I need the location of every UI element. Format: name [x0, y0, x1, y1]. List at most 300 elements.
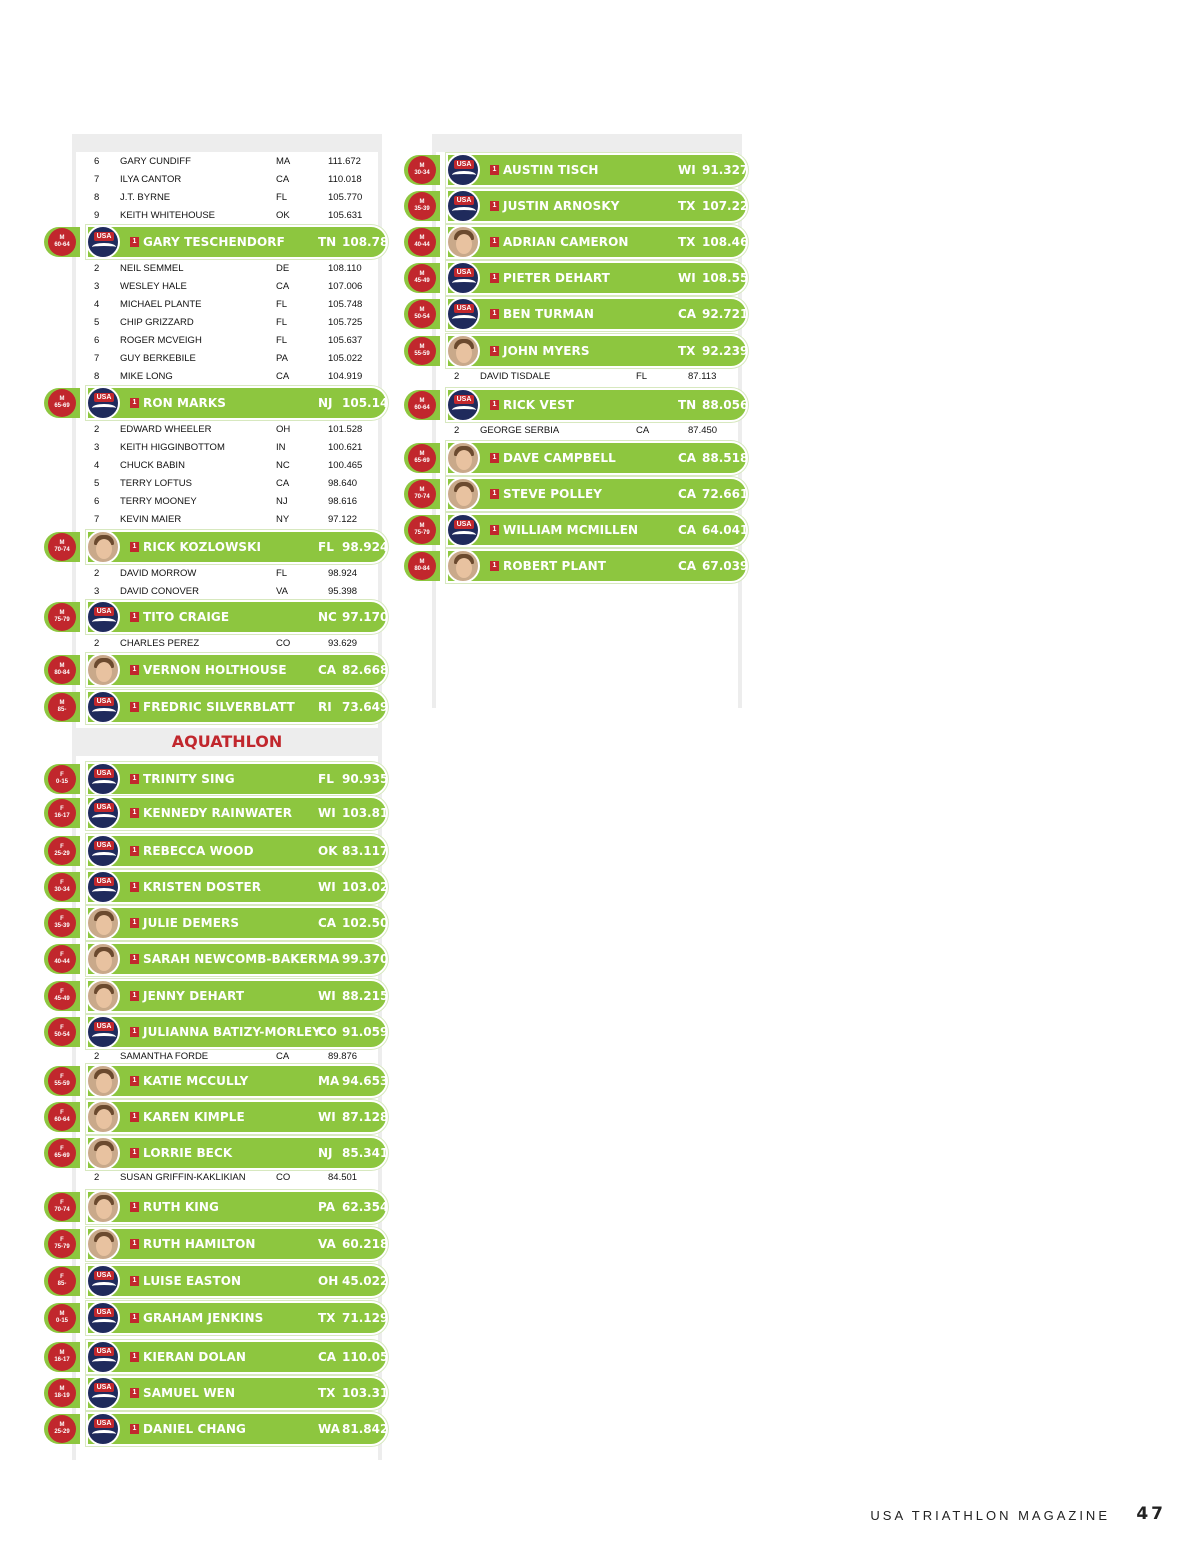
age-group-gender: M [419, 398, 425, 404]
result-row [42, 314, 388, 332]
winner-name: JULIANNA BATIZY-MORLEY [143, 1025, 322, 1039]
athlete-photo [86, 1227, 120, 1261]
age-group-label [48, 765, 76, 793]
age-group-label [408, 300, 436, 328]
age-group-range: 50-54 [54, 1032, 70, 1038]
winner-score: 72.661 [702, 487, 749, 501]
winner-state: MA [318, 952, 340, 966]
place-badge: 1 [130, 1027, 139, 1037]
result-state: FL [276, 317, 288, 328]
result-state: OH [276, 424, 291, 435]
result-score: 111.672 [328, 156, 361, 167]
place-badge: 1 [130, 808, 139, 818]
result-row [42, 457, 388, 475]
logo-swoosh-icon [92, 243, 116, 251]
winner-score: 105.147 [342, 396, 397, 410]
place-badge: 1 [130, 398, 139, 408]
result-place: 2 [94, 568, 100, 579]
logo-text: USA [94, 841, 114, 850]
result-name: MICHAEL PLANTE [120, 299, 202, 310]
age-group-gender: F [60, 1146, 64, 1152]
winner-score: 73.649 [342, 700, 389, 714]
winner-state: CO [318, 1025, 338, 1039]
place-badge: 1 [130, 846, 139, 856]
place-badge: 1 [130, 774, 139, 784]
winner-row [42, 1340, 397, 1374]
age-group-range: 0-15 [55, 779, 68, 785]
result-place: 2 [94, 424, 100, 435]
winner-row [402, 441, 748, 475]
age-group-range: 50-54 [414, 314, 430, 320]
age-group-range: 40-44 [54, 959, 70, 965]
usa-triathlon-logo-icon [86, 386, 120, 420]
place-badge: 1 [130, 665, 139, 675]
age-group-label [48, 1415, 76, 1443]
result-score: 104.919 [328, 371, 363, 382]
result-row [42, 260, 388, 278]
winner-name: KRISTEN DOSTER [143, 880, 262, 894]
age-group-label [408, 552, 436, 580]
result-state: NC [276, 460, 290, 471]
face-shape [456, 343, 472, 363]
usa-triathlon-logo-icon [446, 189, 480, 223]
winner-score: 103.312 [342, 1386, 397, 1400]
result-row [42, 439, 388, 457]
place-badge: 1 [490, 165, 499, 175]
age-group-range: 25-29 [54, 851, 70, 857]
athlete-photo [86, 530, 120, 564]
age-group-label [48, 909, 76, 937]
result-score: 95.398 [328, 586, 358, 597]
result-score: 108.110 [328, 263, 362, 274]
age-group-range: 65-69 [54, 403, 70, 409]
result-state: MA [276, 156, 291, 167]
age-group-gender: M [59, 700, 65, 706]
place-badge: 1 [130, 1388, 139, 1398]
age-group-label [48, 389, 76, 417]
winner-row [42, 870, 397, 904]
result-place: 2 [94, 1051, 100, 1062]
age-group-gender: M [59, 1350, 65, 1356]
age-group-range: 40-44 [414, 242, 430, 248]
result-score: 101.528 [328, 424, 363, 435]
winner-score: 108.467 [702, 235, 757, 249]
usa-triathlon-logo-icon [446, 153, 480, 187]
age-group-gender: F [60, 1074, 64, 1080]
winner-score: 71.129 [342, 1311, 389, 1325]
result-state: CA [276, 478, 290, 489]
face-shape [96, 1236, 112, 1256]
age-group-range: 55-59 [54, 1081, 70, 1087]
place-badge: 1 [490, 453, 499, 463]
winner-name: KAREN KIMPLE [143, 1110, 245, 1124]
winner-row [42, 762, 388, 796]
winner-score: 97.170 [342, 610, 389, 624]
winner-score: 83.117 [342, 844, 389, 858]
result-name: WESLEY HALE [120, 281, 187, 292]
athlete-photo [86, 942, 120, 976]
logo-text: USA [94, 1383, 114, 1392]
usa-triathlon-logo-icon [86, 1376, 120, 1410]
place-badge: 1 [490, 273, 499, 283]
winner-row [42, 386, 397, 420]
age-group-gender: M [419, 559, 425, 565]
result-state: NY [276, 514, 290, 525]
place-badge: 1 [130, 954, 139, 964]
winner-row [402, 513, 748, 547]
place-badge: 1 [130, 1313, 139, 1323]
logo-swoosh-icon [92, 1358, 116, 1366]
result-score: 98.924 [328, 568, 358, 579]
age-group-gender: M [419, 451, 425, 457]
age-group-range: 25-29 [54, 1429, 70, 1435]
winner-row [402, 334, 748, 368]
winner-state: WI [318, 880, 336, 894]
usa-triathlon-logo-icon [86, 600, 120, 634]
logo-swoosh-icon [452, 279, 476, 287]
usa-triathlon-logo-icon [86, 834, 120, 868]
age-group-range: 70-74 [54, 547, 70, 553]
winner-row [42, 1064, 388, 1098]
result-row [42, 635, 388, 653]
result-row [42, 296, 388, 314]
age-group-label [48, 1304, 76, 1332]
winner-row [42, 1301, 388, 1335]
winner-state: OK [318, 844, 338, 858]
winner-score: 81.842 [342, 1422, 389, 1436]
winner-state: FL [318, 772, 334, 786]
result-state: FL [276, 335, 288, 346]
winner-state: TN [678, 398, 697, 412]
age-group-gender: M [59, 540, 65, 546]
age-group-range: 45-49 [54, 996, 70, 1002]
age-group-gender: F [60, 806, 64, 812]
place-badge: 1 [130, 882, 139, 892]
result-score: 105.637 [328, 335, 363, 346]
usa-triathlon-logo-icon [446, 388, 480, 422]
winner-name: LORRIE BECK [143, 1146, 233, 1160]
age-group-range: 16-17 [54, 1357, 70, 1363]
place-badge: 1 [130, 702, 139, 712]
logo-text: USA [94, 607, 114, 616]
age-group-gender: F [60, 844, 64, 850]
winner-name: RICK VEST [503, 398, 575, 412]
face-shape [456, 450, 472, 470]
result-state: PA [276, 353, 288, 364]
result-score: 84.501 [328, 1172, 358, 1183]
age-group-label [48, 1379, 76, 1407]
face-shape [456, 486, 472, 506]
result-place: 3 [94, 442, 100, 453]
face-shape [96, 915, 112, 935]
age-group-gender: F [60, 1274, 64, 1280]
athlete-photo [446, 477, 480, 511]
result-name: ROGER MCVEIGH [120, 335, 202, 346]
winner-row [42, 653, 388, 687]
page-number: 47 [1136, 1504, 1166, 1524]
age-group-gender: M [59, 610, 65, 616]
result-score: 87.113 [688, 371, 717, 382]
age-group-range: 65-69 [414, 458, 430, 464]
usa-triathlon-logo-icon [86, 690, 120, 724]
winner-state: OH [318, 1274, 339, 1288]
age-group-gender: F [60, 916, 64, 922]
result-place: 2 [454, 371, 460, 382]
winner-state: FL [318, 540, 334, 554]
place-badge: 1 [490, 201, 499, 211]
age-group-range: 65-69 [54, 1153, 70, 1159]
result-name: CHARLES PEREZ [120, 638, 200, 649]
usa-triathlon-logo-icon [446, 261, 480, 295]
result-place: 4 [94, 460, 100, 471]
age-group-gender: M [419, 199, 425, 205]
winner-state: NJ [318, 1146, 333, 1160]
place-badge: 1 [490, 525, 499, 535]
winner-row [42, 1100, 388, 1134]
result-state: FL [276, 299, 288, 310]
winner-state: WA [318, 1422, 340, 1436]
winner-state: WI [678, 271, 696, 285]
result-place: 7 [94, 514, 100, 525]
result-state: NJ [276, 496, 288, 507]
age-group-label [48, 533, 76, 561]
result-state: OK [276, 210, 290, 221]
result-name: DAVID MORROW [120, 568, 197, 579]
athlete-photo [86, 1064, 120, 1098]
winner-row [42, 600, 388, 634]
age-group-label [48, 1343, 76, 1371]
right-results-column [402, 0, 757, 1556]
usa-triathlon-logo-icon [86, 225, 120, 259]
logo-text: USA [94, 1419, 114, 1428]
usa-triathlon-logo-icon [86, 796, 120, 830]
result-name: KEITH HIGGINBOTTOM [120, 442, 225, 453]
logo-text: USA [94, 1271, 114, 1280]
winner-score: 91.327 [702, 163, 749, 177]
result-state: DE [276, 263, 290, 274]
logo-swoosh-icon [92, 780, 116, 788]
age-group-range: 16-17 [54, 813, 70, 819]
winner-name: SARAH NEWCOMB-BAKER [143, 952, 318, 966]
result-name: GUY BERKEBILE [120, 353, 196, 364]
logo-swoosh-icon [92, 1319, 116, 1327]
logo-swoosh-icon [452, 406, 476, 414]
winner-name: RON MARKS [143, 396, 226, 410]
winner-state: TX [318, 1311, 336, 1325]
winner-state: CA [678, 559, 697, 573]
winner-name: VERNON HOLTHOUSE [143, 663, 287, 677]
age-group-range: 80-84 [414, 566, 430, 572]
winner-row [42, 1015, 388, 1049]
result-state: IN [276, 442, 286, 453]
winner-state: PA [318, 1200, 335, 1214]
winner-row [42, 1412, 388, 1446]
usa-triathlon-logo-icon [446, 513, 480, 547]
place-badge: 1 [130, 1202, 139, 1212]
winner-row [402, 225, 757, 259]
winner-name: KENNEDY RAINWATER [143, 806, 293, 820]
result-row [42, 511, 388, 529]
face-shape [456, 234, 472, 254]
winner-row [402, 297, 748, 331]
winner-score: 94.653 [342, 1074, 389, 1088]
result-row [42, 1169, 388, 1187]
age-group-range: 60-64 [414, 405, 430, 411]
result-name: KEITH WHITEHOUSE [120, 210, 216, 221]
winner-name: TRINITY SING [143, 772, 235, 786]
winner-state: CA [318, 663, 337, 677]
result-score: 100.465 [328, 460, 363, 471]
winner-score: 87.128 [342, 1110, 389, 1124]
left-results-column [42, 0, 397, 1556]
magazine-name: USA TRIATHLON MAGAZINE [870, 1508, 1110, 1523]
age-group-gender: M [59, 396, 65, 402]
usa-triathlon-logo-icon [86, 1301, 120, 1335]
age-group-range: 55-59 [414, 351, 430, 357]
athlete-photo [86, 653, 120, 687]
result-row [42, 368, 388, 386]
logo-text: USA [94, 803, 114, 812]
result-place: 8 [94, 371, 100, 382]
place-badge: 1 [490, 400, 499, 410]
winner-state: NC [318, 610, 337, 624]
winner-state: CA [678, 523, 697, 537]
result-state: CO [276, 638, 291, 649]
winner-name: JENNY DEHART [143, 989, 245, 1003]
logo-text: USA [94, 393, 114, 402]
age-group-gender: M [419, 163, 425, 169]
age-group-label [48, 656, 76, 684]
age-group-range: 30-34 [414, 170, 430, 176]
winner-state: VA [318, 1237, 336, 1251]
result-name: SUSAN GRIFFIN-KAKLIKIAN [120, 1172, 246, 1183]
age-group-range: 75-79 [414, 530, 430, 536]
usa-triathlon-logo-icon [86, 870, 120, 904]
logo-text: USA [94, 697, 114, 706]
place-badge: 1 [130, 237, 139, 247]
result-place: 2 [454, 425, 460, 436]
winner-score: 88.215 [342, 989, 389, 1003]
place-badge: 1 [130, 612, 139, 622]
result-row [42, 475, 388, 493]
winner-state: TX [678, 235, 696, 249]
result-state: CA [276, 1051, 290, 1062]
result-row [42, 350, 388, 368]
place-badge: 1 [130, 1112, 139, 1122]
winner-row [42, 1376, 397, 1410]
face-shape [96, 951, 112, 971]
winner-row [42, 1190, 388, 1224]
athlete-photo [86, 1190, 120, 1224]
age-group-label [48, 1267, 76, 1295]
result-place: 2 [94, 263, 100, 274]
winner-score: 103.815 [342, 806, 397, 820]
winner-row [42, 834, 388, 868]
winner-row [402, 153, 748, 187]
age-group-label [408, 516, 436, 544]
result-row [42, 278, 388, 296]
winner-score: 88.056 [702, 398, 749, 412]
age-group-range: 45-49 [414, 278, 430, 284]
winner-score: 98.924 [342, 540, 389, 554]
result-row [42, 583, 388, 601]
winner-name: SAMUEL WEN [143, 1386, 236, 1400]
age-group-gender: F [60, 880, 64, 886]
result-place: 4 [94, 299, 100, 310]
result-name: TERRY MOONEY [120, 496, 197, 507]
result-place: 7 [94, 174, 100, 185]
result-name: DAVID CONOVER [120, 586, 200, 597]
age-group-gender: M [419, 487, 425, 493]
result-state: FL [636, 371, 648, 382]
result-state: CO [276, 1172, 291, 1183]
logo-text: USA [94, 232, 114, 241]
logo-text: USA [454, 268, 474, 277]
winner-row [42, 1227, 388, 1261]
age-group-label [48, 603, 76, 631]
place-badge: 1 [490, 309, 499, 319]
result-place: 6 [94, 496, 100, 507]
usa-triathlon-logo-icon [86, 1015, 120, 1049]
result-name: DAVID TISDALE [480, 371, 551, 382]
winner-name: BEN TURMAN [503, 307, 595, 321]
age-group-label [48, 1139, 76, 1167]
place-badge: 1 [130, 991, 139, 1001]
winner-row [402, 261, 757, 295]
age-group-label [48, 1067, 76, 1095]
result-score: 110.018 [328, 174, 362, 185]
face-shape [96, 1199, 112, 1219]
logo-swoosh-icon [92, 1394, 116, 1402]
result-place: 6 [94, 156, 100, 167]
age-group-gender: F [60, 952, 64, 958]
winner-score: 90.935 [342, 772, 389, 786]
place-badge: 1 [130, 1148, 139, 1158]
age-group-label [48, 873, 76, 901]
winner-name: JULIE DEMERS [143, 916, 240, 930]
logo-swoosh-icon [452, 531, 476, 539]
winner-row [42, 1136, 388, 1170]
age-group-label [48, 799, 76, 827]
age-group-label [48, 1230, 76, 1258]
result-name: GARY CUNDIFF [120, 156, 191, 167]
result-score: 105.631 [328, 210, 363, 221]
winner-state: MA [318, 1074, 340, 1088]
winner-score: 108.783 [342, 235, 397, 249]
place-badge: 1 [130, 1276, 139, 1286]
winner-state: WI [318, 1110, 336, 1124]
result-name: CHIP GRIZZARD [120, 317, 194, 328]
place-badge: 1 [490, 561, 499, 571]
logo-text: USA [94, 877, 114, 886]
usa-triathlon-logo-icon [86, 1412, 120, 1446]
age-group-label [48, 693, 76, 721]
winner-name: WILLIAM MCMILLEN [503, 523, 639, 537]
face-shape [96, 539, 112, 559]
result-name: EDWARD WHEELER [120, 424, 212, 435]
winner-row [42, 1264, 388, 1298]
result-name: KEVIN MAIER [120, 514, 182, 525]
winner-row [42, 225, 397, 259]
result-place: 6 [94, 335, 100, 346]
winner-state: CA [678, 451, 697, 465]
winner-state: CA [678, 487, 697, 501]
result-row [42, 421, 388, 439]
age-group-gender: M [59, 235, 65, 241]
logo-swoosh-icon [92, 404, 116, 412]
winner-state: WI [318, 989, 336, 1003]
winner-name: GRAHAM JENKINS [143, 1311, 264, 1325]
